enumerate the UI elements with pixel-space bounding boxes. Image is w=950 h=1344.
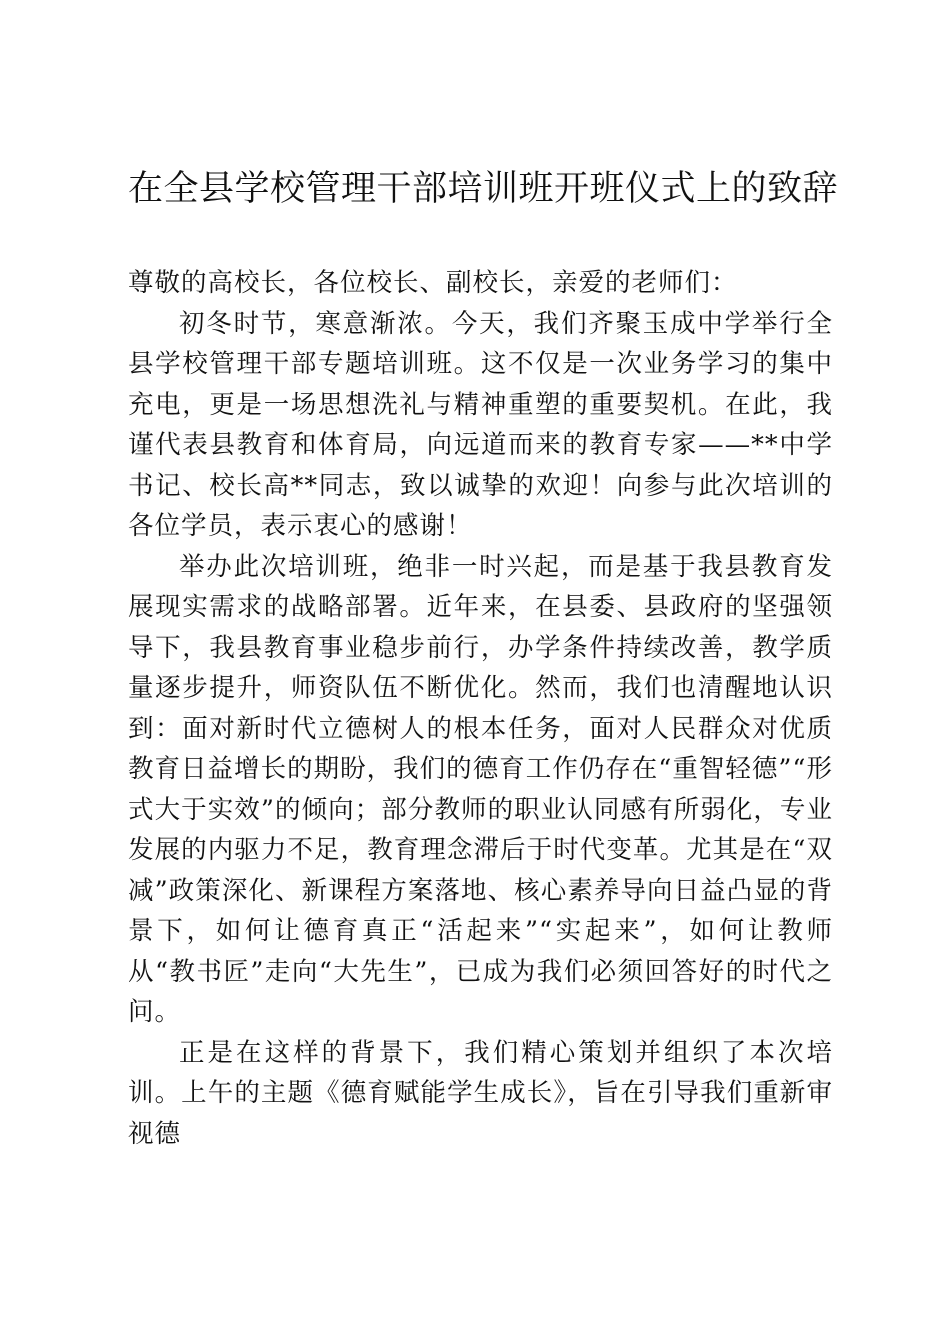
document-body bbox=[128, 263, 833, 1154]
greeting-line: 尊敬的高校长，各位校长、副校长，亲爱的老师们： bbox=[128, 268, 738, 298]
body-paragraph-2: 举办此次培训班，绝非一时兴起，而是基于我县教育发展现实需求的战略部署。近年来，在县委、县政府的坚强领导下，我县教育事业稳步前行，办学条件持续改善，教学质量逐步提升，师资队伍不断优化。然而，我们也清醒地认识到：面对新时代立德树人的根本任务，面对人民群众对优质教育日益增长的期盼，我们的德育工作仍存在“重智轻德”“形式大于实效”的倾向；部分教师的职业认同感有所弱化，专业发展的内驱力不足，教育理念滞后于时代变革。尤其是在“双减”政策深化、新课程方案落地、核心素养导向日益凸显的背景下，如何让德育真正“活起来”“实起来”，如何让教师从“教书匠”走向“大先生”，已成为我们必须回答好的时代之问。 bbox=[128, 551, 833, 1027]
document-title: 在全县学校管理干部培训班开班仪式上的致辞 bbox=[128, 169, 839, 209]
body-paragraph-3: 正是在这样的背景下，我们精心策划并组织了本次培训。上午的主题《德育赋能学生成长》，旨在引导我们重新审视德 bbox=[128, 1037, 833, 1149]
body-paragraph-1: 初冬时节，寒意渐浓。今天，我们齐聚玉成中学举行全县学校管理干部专题培训班。这不仅是一次业务学习的集中充电，更是一场思想洗礼与精神重塑的重要契机。在此，我谨代表县教育和体育局，向远道而来的教育专家——**中学书记、校长高**同志，致以诚挚的欢迎！向参与此次培训的各位学员，表示衷心的感谢！ bbox=[128, 308, 833, 541]
